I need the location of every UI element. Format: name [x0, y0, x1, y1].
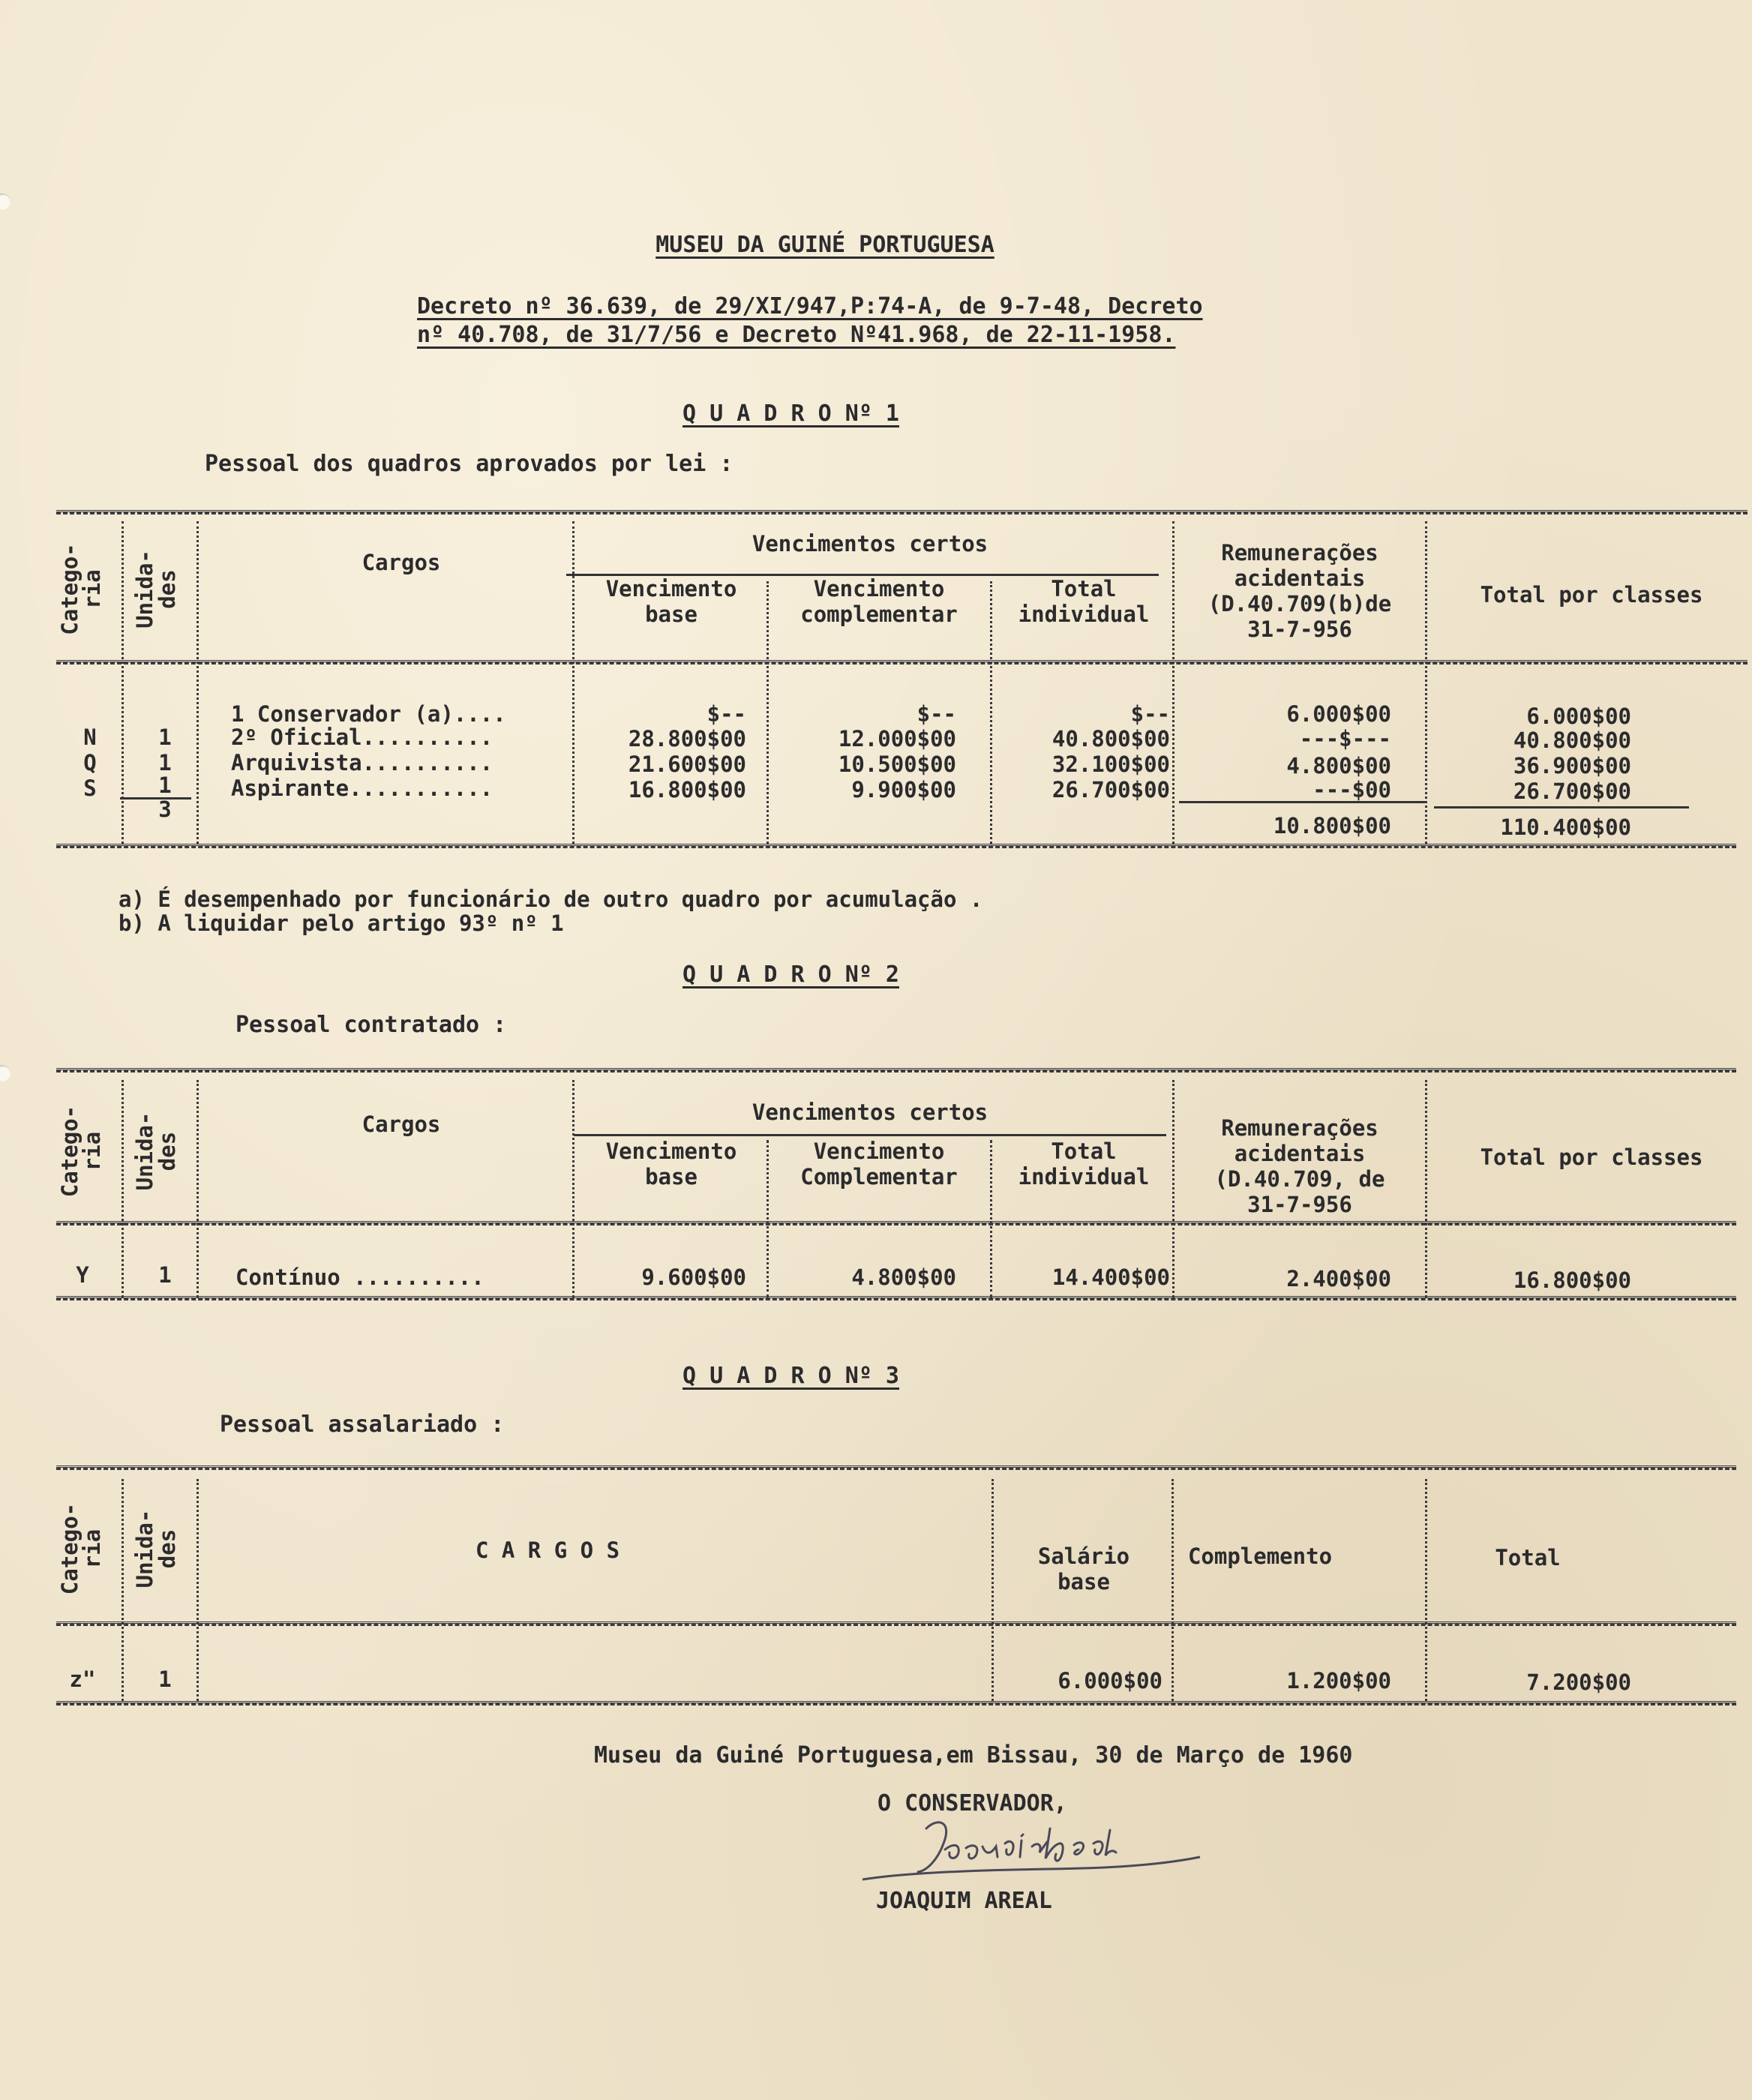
row-comp: 10.500$00	[838, 752, 956, 777]
col-divider	[1425, 521, 1427, 844]
rule	[56, 510, 1748, 514]
col-divider	[990, 581, 992, 844]
header-unidades: Unida- des	[132, 550, 180, 628]
header-cargos: Cargos	[362, 1112, 441, 1137]
rule	[56, 1221, 1736, 1226]
col-divider	[196, 521, 199, 844]
row-un: 1	[158, 724, 172, 750]
rule	[56, 660, 1748, 664]
row-comp: 4.800$00	[851, 1264, 956, 1290]
rule	[56, 1622, 1736, 1626]
col-divider	[572, 1080, 574, 1298]
quadro2-title: Q U A D R O Nº 2	[682, 962, 899, 988]
row-base: 21.600$00	[628, 752, 746, 777]
header-venc-comp: Vencimento complementar	[800, 576, 958, 627]
decree-line-1: Decreto nº 36.639, de 29/XI/947,P:74-A, de 9-7-48, Decreto	[417, 293, 1203, 320]
row-comp: 12.000$00	[838, 726, 956, 752]
col-divider	[992, 1479, 994, 1701]
row-classes: 40.800$00	[1513, 728, 1631, 753]
row-comp: 9.900$00	[851, 777, 956, 802]
row-base: 28.800$00	[628, 726, 746, 752]
quadro1-title: Q U A D R O Nº 1	[682, 400, 899, 427]
header-total: Total	[1495, 1545, 1561, 1570]
header-venc-base: Vencimento base	[605, 1138, 737, 1190]
rule	[56, 1466, 1736, 1470]
row-base: 16.800$00	[628, 777, 746, 802]
col-divider	[990, 1140, 992, 1298]
row-cargo: 1 Conservador (a)....	[231, 701, 506, 727]
row-cargo: Aspirante...........	[231, 776, 494, 801]
quadro3-title: Q U A D R O Nº 3	[682, 1363, 899, 1389]
col-divider	[1425, 1479, 1427, 1701]
header-total-classes: Total por classes	[1480, 1144, 1703, 1170]
row-classes: 6.000$00	[1526, 704, 1631, 729]
row-rem: 6.000$00	[1286, 701, 1391, 727]
col-divider	[572, 521, 574, 844]
header-cargos: C A R G O S	[475, 1538, 620, 1563]
rem-total: 10.800$00	[1273, 813, 1391, 838]
row-total: 32.100$00	[1052, 752, 1170, 777]
row-total: 7.200$00	[1526, 1670, 1631, 1695]
header-salario: Salário base	[1037, 1544, 1130, 1594]
row-comp: $--	[916, 701, 956, 727]
row-cat: z"	[69, 1666, 96, 1692]
col-divider	[122, 521, 124, 844]
header-categoria: Catego- ria	[57, 1502, 105, 1595]
row-cargo: 2º Oficial..........	[231, 724, 494, 750]
row-base: 9.600$00	[641, 1264, 746, 1290]
row-cargo: Arquivista..........	[231, 750, 494, 776]
row-classes: 16.800$00	[1513, 1268, 1631, 1293]
row-classes: 36.900$00	[1513, 753, 1631, 778]
place-date: Museu da Guiné Portuguesa,em Bissau, 30 de Março de 1960	[594, 1742, 1353, 1768]
row-cat: N	[83, 724, 97, 750]
col-divider	[196, 1479, 199, 1701]
quadro3-subtitle: Pessoal assalariado :	[220, 1412, 505, 1438]
signatory-name: JOAQUIM AREAL	[876, 1888, 1052, 1914]
row-rem: 4.800$00	[1286, 753, 1391, 778]
row-cat: Y	[76, 1262, 89, 1288]
header-categoria: Catego- ria	[57, 543, 105, 635]
row-un: 1	[158, 772, 172, 798]
signatory-role: O CONSERVADOR,	[878, 1790, 1067, 1816]
row-complemento: 1.200$00	[1286, 1668, 1391, 1694]
decree-line-2: nº 40.708, de 31/7/56 e Decreto Nº41.968, de 22-11-1958.	[417, 322, 1176, 348]
header-venc-base: Vencimento base	[605, 576, 737, 627]
quadro1-subtitle: Pessoal dos quadros aprovados por lei :	[205, 451, 734, 477]
row-total: 14.400$00	[1052, 1264, 1170, 1290]
row-cat: Q	[83, 750, 97, 776]
row-cat: S	[83, 776, 97, 801]
header-cargos: Cargos	[362, 550, 441, 575]
col-divider	[766, 581, 769, 844]
header-venc-comp: Vencimento Complementar	[800, 1138, 958, 1190]
row-base: $--	[706, 701, 746, 727]
row-salario: 6.000$00	[1058, 1668, 1162, 1694]
rule	[56, 1068, 1736, 1072]
col-divider	[122, 1479, 124, 1701]
classes-total: 110.400$00	[1500, 814, 1631, 840]
note-b: b) A liquidar pelo artigo 93º nº 1	[118, 910, 564, 936]
col-divider	[766, 1140, 769, 1298]
row-un: 1	[158, 1262, 172, 1288]
header-vencimentos: Vencimentos certos	[752, 531, 988, 556]
row-total: $--	[1130, 701, 1170, 727]
row-un: 1	[158, 750, 172, 776]
col-divider	[1172, 1479, 1174, 1701]
row-cargo: Contínuo ..........	[236, 1264, 484, 1290]
rule	[1434, 806, 1689, 808]
quadro2-subtitle: Pessoal contratado :	[236, 1012, 507, 1038]
row-rem: ---$---	[1299, 726, 1391, 752]
col-divider	[122, 1080, 124, 1298]
note-a: a) É desempenhado por funcionário de outro quadro por acumulação .	[118, 886, 983, 912]
header-categoria: Catego- ria	[57, 1105, 105, 1198]
header-unidades: Unida- des	[132, 1112, 180, 1191]
row-classes: 26.700$00	[1513, 778, 1631, 804]
document-title: MUSEU DA GUINÉ PORTUGUESA	[656, 232, 994, 258]
row-total: 26.700$00	[1052, 777, 1170, 802]
header-remuneracoes: Remunerações acidentais (D.40.709, de 31-7-956	[1214, 1115, 1385, 1217]
header-total-ind: Total individual	[1018, 576, 1150, 627]
binder-hole-top	[0, 194, 10, 210]
header-total-classes: Total por classes	[1480, 582, 1703, 608]
rule	[56, 844, 1736, 848]
header-remuneracoes: Remunerações acidentais (D.40.709(b)de 31-7-956	[1208, 540, 1392, 642]
row-rem: ---$00	[1312, 777, 1391, 802]
rule	[574, 1134, 1166, 1136]
header-vencimentos: Vencimentos certos	[752, 1100, 988, 1125]
row-rem: 2.400$00	[1286, 1266, 1391, 1292]
col-divider	[1172, 521, 1174, 844]
binder-hole-bottom	[0, 1065, 10, 1082]
rule	[56, 1296, 1736, 1300]
header-total-ind: Total individual	[1018, 1138, 1150, 1190]
row-un: 1	[158, 1666, 172, 1692]
col-divider	[1425, 1080, 1427, 1298]
signature	[855, 1814, 1215, 1896]
rule	[56, 1701, 1736, 1706]
row-total: 40.800$00	[1052, 726, 1170, 752]
units-total: 3	[158, 796, 172, 822]
col-divider	[196, 1080, 199, 1298]
header-complemento: Complemento	[1187, 1544, 1333, 1569]
header-unidades: Unida- des	[132, 1509, 180, 1588]
